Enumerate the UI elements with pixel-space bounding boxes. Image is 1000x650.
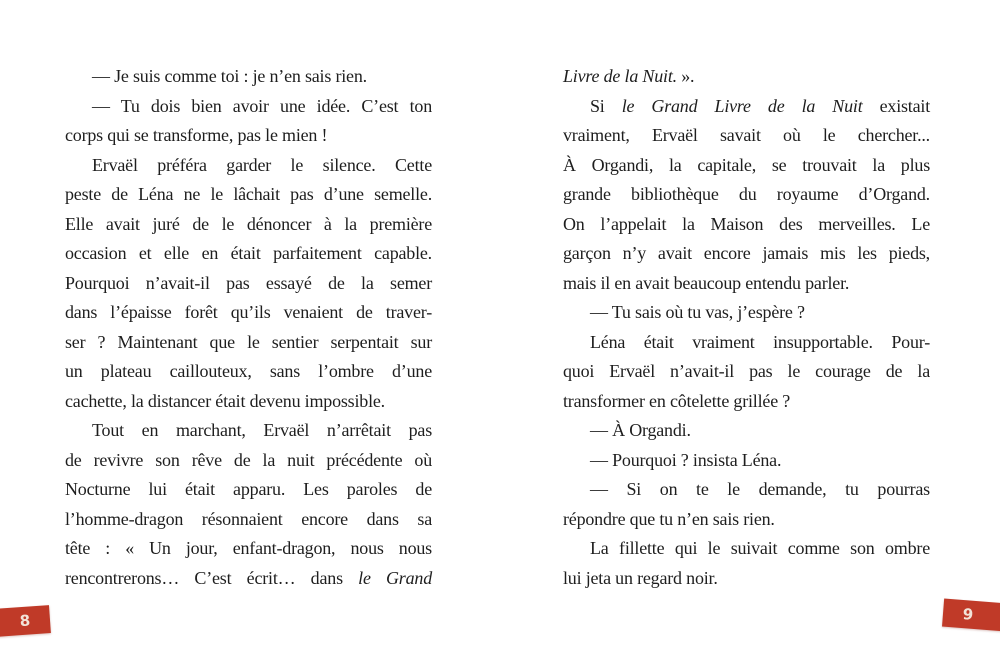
text-segment: ». [676, 66, 695, 86]
paragraph [65, 62, 432, 92]
text-segment: — Tu sais où tu vas, j’espère ? [590, 302, 805, 322]
text-segment: ser ? Maintenant que le sentier serpentait sur [65, 331, 432, 352]
text-segment: Tout en marchant, Ervaël n’arrêtait pas [92, 420, 432, 440]
text-line [563, 387, 930, 417]
paragraph [563, 446, 930, 476]
text-line [65, 328, 432, 358]
text-line [563, 210, 930, 240]
paragraph [563, 416, 930, 446]
text-line [563, 416, 930, 446]
text-line [563, 446, 930, 476]
text-segment: tête : « Un jour, enfant-dragon, nous nous [65, 538, 432, 558]
text-line [65, 121, 432, 151]
text-segment: — Tu dois bien avoir une idée. C’est ton [92, 95, 432, 116]
paragraph [563, 298, 930, 328]
text-segment: — Si on te le demande, tu pourras [590, 479, 930, 499]
text-segment: Ervaël préféra garder le silence. Cette [92, 154, 432, 175]
paragraph [563, 475, 930, 534]
text-segment: l’homme-dragon résonnaient encore dans sa [65, 508, 432, 529]
text-segment: À Organdi, la capitale, se trouvait la plus [563, 154, 930, 175]
text-line [65, 446, 432, 476]
text-line [563, 328, 930, 358]
text-segment: On l’appelait la Maison des merveilles. Le [563, 213, 930, 234]
text-line [563, 298, 930, 328]
italic-text-segment: le Grand [358, 567, 432, 588]
text-line [563, 534, 930, 564]
text-line [563, 357, 930, 387]
page-number-badge-left [0, 605, 51, 637]
text-line [563, 151, 930, 181]
text-segment: Nocturne lui était apparu. Les paroles de [65, 479, 432, 499]
text-line [563, 62, 930, 92]
text-segment: grande bibliothèque du royaume d’Organd. [563, 184, 930, 204]
text-line [65, 269, 432, 299]
text-line [563, 475, 930, 505]
text-line [563, 92, 930, 122]
text-segment: La fillette qui le suivait comme son ombre [590, 538, 930, 558]
text-line [65, 416, 432, 446]
paragraph [563, 328, 930, 417]
text-segment: répondre que tu n’en sais rien. [563, 508, 775, 529]
text-line [563, 121, 930, 151]
text-segment: — Pourquoi ? insista Léna. [590, 449, 782, 470]
text-segment: Pourquoi n’avait-il pas essayé de la semer [65, 272, 432, 293]
paragraph [563, 534, 930, 593]
text-line [563, 564, 930, 594]
text-line [65, 92, 432, 122]
text-line [65, 298, 432, 328]
text-line [65, 387, 432, 417]
page-number-right: 9 [962, 605, 974, 624]
text-segment: vraiment, Ervaël savait où le chercher... [563, 125, 930, 145]
text-segment: rencontrerons… C’est écrit… dans [65, 567, 359, 588]
text-segment: transformer en côtelette grillée ? [563, 390, 791, 411]
text-line [65, 210, 432, 240]
text-segment: cachette, la distancer était devenu impossible. [65, 390, 385, 411]
text-segment: quoi Ervaël n’avait-il pas le courage de la [563, 361, 930, 381]
text-segment: Léna était vraiment insupportable. Pour- [590, 331, 930, 352]
text-segment: un plateau caillouteux, sans l’ombre d’une [65, 361, 432, 381]
text-segment: garçon n’y avait encore jamais mis les pieds, [563, 243, 930, 263]
text-segment: occasion et elle en était parfaitement capable. [65, 243, 432, 263]
text-segment: — À Organdi. [590, 420, 691, 440]
text-line [65, 239, 432, 269]
text-segment: mais il en avait beaucoup entendu parler. [563, 272, 850, 293]
text-line [563, 180, 930, 210]
paragraph [563, 92, 930, 299]
paragraph [65, 151, 432, 417]
text-segment: — Je suis comme toi : je n’en sais rien. [92, 66, 367, 86]
italic-text-segment: le Grand Livre de la Nuit [621, 95, 863, 116]
right-page-text-column [563, 62, 930, 593]
text-segment: Elle avait juré de le dénoncer à la première [65, 213, 432, 234]
text-line [65, 151, 432, 181]
text-line [563, 505, 930, 535]
page-number-badge-right [942, 599, 1000, 632]
text-segment: de revivre son rêve de la nuit précédente où [65, 449, 432, 470]
page-number-left: 8 [19, 611, 31, 631]
left-page-text-column [65, 62, 432, 593]
text-segment: Si [590, 95, 622, 116]
text-segment: lui jeta un regard noir. [563, 567, 718, 588]
paragraph [563, 62, 930, 92]
text-line [65, 475, 432, 505]
paragraph [65, 416, 432, 593]
text-line [65, 534, 432, 564]
text-line [65, 357, 432, 387]
text-line [563, 239, 930, 269]
text-segment: existait [862, 95, 930, 116]
text-line [65, 505, 432, 535]
text-line [563, 269, 930, 299]
text-segment: peste de Léna ne le lâchait pas d’une semelle. [65, 184, 432, 204]
text-line [65, 62, 432, 92]
text-segment: corps qui se transforme, pas le mien ! [65, 125, 328, 145]
text-line [65, 564, 432, 594]
italic-text-segment: Livre de la Nuit. [563, 66, 677, 86]
text-segment: dans l’épaisse forêt qu’ils venaient de traver- [65, 302, 432, 322]
text-line [65, 180, 432, 210]
paragraph [65, 92, 432, 151]
